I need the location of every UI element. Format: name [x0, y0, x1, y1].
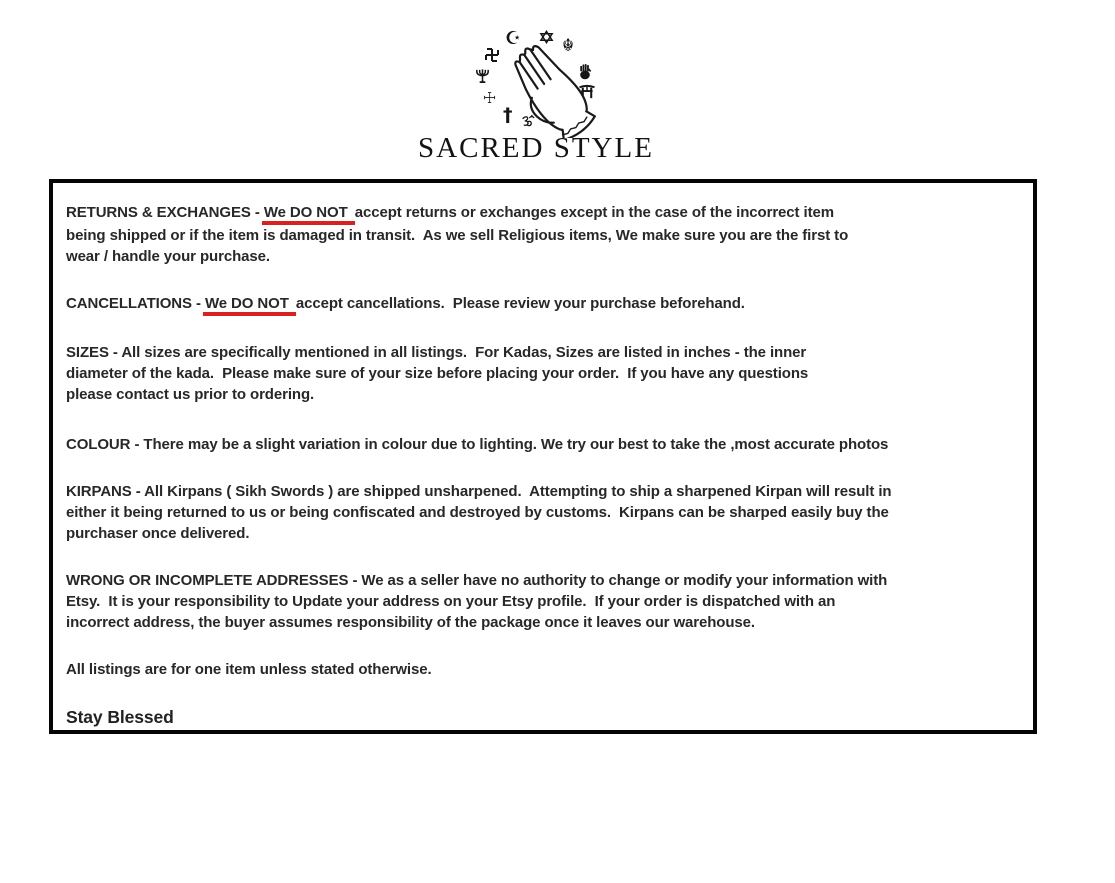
text-run: wear / handle your purchase.	[66, 248, 270, 265]
policy-line	[66, 659, 1029, 680]
text-run: accept cancellations. Please review your purchase beforehand.	[295, 295, 745, 312]
policy-line	[66, 363, 1029, 384]
paragraph-single-item	[66, 659, 1029, 680]
sacred-style-logo	[470, 26, 610, 138]
policy-line	[66, 293, 1029, 316]
text-run: diameter of the kada. Please make sure of your size before placing your order. If you have any questions	[66, 365, 809, 382]
paragraph-addresses	[66, 570, 1029, 633]
khanda-icon: ☬	[562, 36, 575, 56]
paragraph-returns	[66, 202, 1029, 267]
praying-hands-icon	[492, 38, 604, 138]
jerusalem-cross-icon: ☩	[483, 89, 497, 107]
policy-box	[49, 179, 1037, 734]
policy-line	[66, 434, 1029, 455]
paragraph-sizes	[66, 342, 1029, 405]
text-run: COLOUR - There may be a slight variation in colour due to lighting. We try our best to take the ,most accurate photos	[66, 436, 889, 453]
paragraph-kirpans	[66, 481, 1029, 544]
policy-line	[66, 246, 1029, 267]
policy-line	[66, 612, 1029, 633]
paragraph-cancellations	[66, 293, 1029, 316]
text-run: Stay Blessed	[66, 707, 174, 727]
policy-line	[66, 481, 1029, 502]
policy-line	[66, 591, 1029, 612]
text-run: RETURNS & EXCHANGES -	[66, 204, 264, 221]
policy-line	[66, 225, 1029, 246]
policy-paragraphs	[66, 202, 1029, 728]
policy-line	[66, 523, 1029, 544]
brand-wordmark: SACRED STYLE	[418, 132, 654, 164]
paragraph-signoff	[66, 706, 1029, 728]
do-not-emphasis: We DO NOT	[262, 204, 355, 225]
latin-cross-icon: †	[503, 104, 513, 126]
policy-line	[66, 706, 1029, 728]
text-run: accept returns or exchanges except in the case of the incorrect item	[354, 204, 834, 221]
paragraph-colour	[66, 434, 1029, 455]
text-run: CANCELLATIONS -	[66, 295, 205, 312]
text-run: please contact us prior to ordering.	[66, 386, 315, 403]
menorah-icon	[474, 67, 491, 84]
policy-line	[66, 570, 1029, 591]
crescent-star-icon: ☪	[505, 28, 522, 49]
policy-line	[66, 384, 1029, 405]
text-run: KIRPANS - All Kirpans ( Sikh Swords ) are shipped unsharpened. Attempting to ship a sharpened Kirpan will result in	[66, 483, 892, 500]
policy-line	[66, 202, 1029, 225]
text-run: being shipped or if the item is damaged in transit. As we sell Religious items, We make sure you are the first to	[66, 227, 849, 244]
text-run: WRONG OR INCOMPLETE ADDRESSES - We as a seller have no authority to change or modify your information with	[66, 572, 888, 589]
do-not-emphasis: We DO NOT	[203, 295, 296, 316]
text-run: incorrect address, the buyer assumes responsibility of the package once it leaves our warehouse.	[66, 614, 755, 631]
text-run: SIZES - All sizes are specifically mentioned in all listings. For Kadas, Sizes are listed in inches - the inner	[66, 344, 807, 361]
policy-line	[66, 342, 1029, 363]
text-run: either it being returned to us or being confiscated and destroyed by customs. Kirpans can be sharped easily buy the	[66, 504, 889, 521]
policy-line	[66, 502, 1029, 523]
text-run: purchaser once delivered.	[66, 525, 250, 542]
text-run: Etsy. It is your responsibility to Update your address on your Etsy profile. If your order is dispatched with an	[66, 593, 836, 610]
text-run: All listings are for one item unless stated otherwise.	[66, 661, 432, 678]
